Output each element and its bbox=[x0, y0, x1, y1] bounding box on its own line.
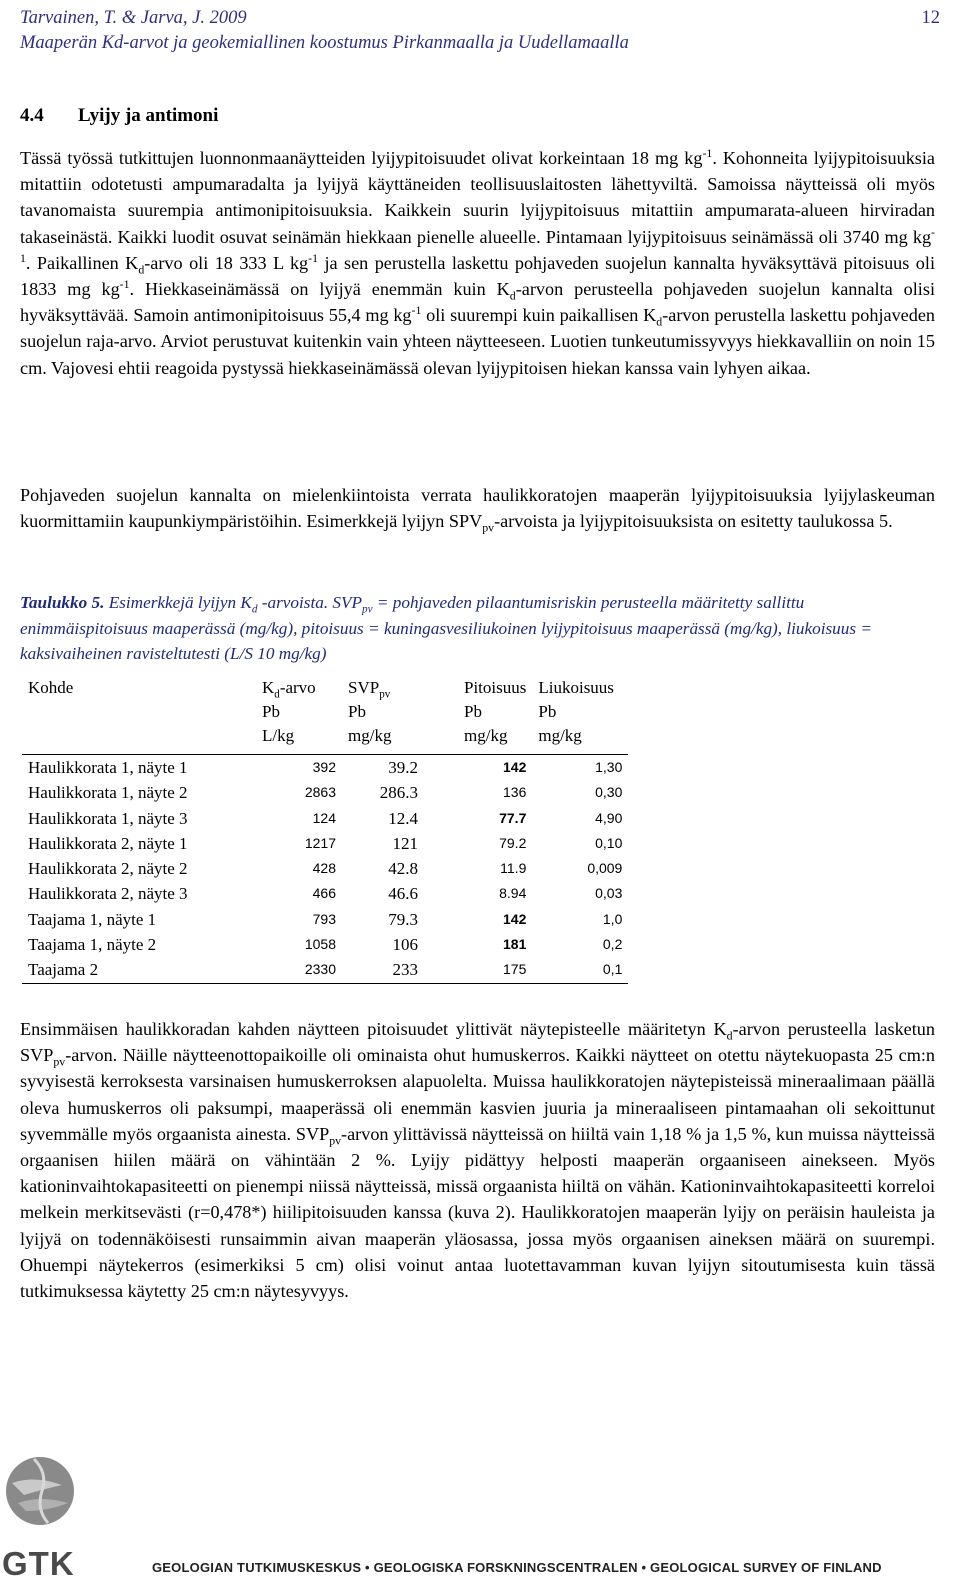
header-label: Pb bbox=[464, 702, 482, 721]
table-caption bbox=[20, 590, 935, 667]
table-row bbox=[22, 780, 628, 805]
cell-liukoisuus: 0,009 bbox=[587, 860, 623, 877]
text-run: oli suurempi kuin paikallisen K bbox=[421, 305, 657, 326]
page-number: 12 bbox=[921, 8, 940, 28]
cell-svp: 121 bbox=[392, 833, 418, 853]
cell-pitoisuus: 142 bbox=[503, 759, 527, 775]
header-label: Pb bbox=[348, 702, 366, 721]
subscript: d bbox=[274, 688, 280, 701]
cell-kohde: Taajama 1, näyte 2 bbox=[28, 935, 157, 955]
section-title: Lyijy ja antimoni bbox=[78, 105, 219, 126]
section-number: 4.4 bbox=[20, 105, 44, 126]
subscript: d bbox=[509, 288, 516, 303]
subscript: pv bbox=[362, 603, 373, 616]
cell-pitoisuus: 175 bbox=[503, 961, 527, 978]
text-run: . Paikallinen K bbox=[25, 252, 139, 273]
subscript: d bbox=[656, 314, 663, 329]
text-run: Tässä työssä tutkittujen luonnonmaanäytteiden lyijypitoisuudet olivat korkeintaan 18 mg kg bbox=[20, 148, 703, 168]
header-unit: mg/kg bbox=[538, 726, 582, 745]
text-run: = pohjaveden pilaantumisriskin perusteella määritetty sallittu enimmäispitoisuus maaperässä (mg/kg), pitoisuus = kuningasvesiliukoinen lyijypitoisuus maaperässä (mg/kg), liukoisuus = kaksivaiheinen ravisteltutesti (L/S 10 mg/kg) bbox=[20, 593, 872, 663]
cell-kd: 793 bbox=[312, 910, 336, 927]
text-run: . Hiekkaseinämässä on lyijyä enemmän kuin K bbox=[129, 279, 510, 300]
cell-kohde: Haulikkorata 2, näyte 1 bbox=[28, 833, 188, 853]
text-run: . Kohonneita lyijypitoisuuksia mitattiin odotetusti ampumaradalta ja lyijyä käyttäneiden teollisuuslaitosten lähettyviltä. Samoissa näytteissä oli myös tavanomaista suurempia antimonipitoisuuksia. Kaikkein suurin lyijypitoisuus mitattiin ampumarata-alueen hirviradan takaseinästä. Kaikki luodit osuvat seinämän hiekkaan pienelle alueelle. Pintamaan lyijypitoisuus seinämässä oli 3740 mg kg bbox=[20, 148, 935, 247]
gtk-logo-text: GTK bbox=[2, 1545, 75, 1582]
cell-kohde: Haulikkorata 2, näyte 2 bbox=[28, 859, 188, 879]
table-row bbox=[22, 957, 628, 983]
text-run: -arvon perustella laskettu pohjaveden suojelun raja-arvo. Arviot perustuvat kuitenkin vain yhteen näytteeseen. Luotien tunkeutumissyvyys hiekkavalliin on noin 15 cm. Vajovesi ehtii reagoida pystyssä hiekkaseinämässä olevan lyijypitoisen hiekan kanssa vain lyhyen aikaa. bbox=[20, 305, 935, 378]
table-row bbox=[22, 907, 628, 932]
header-kd bbox=[256, 676, 342, 755]
subscript: d bbox=[251, 603, 258, 616]
cell-kohde: Haulikkorata 2, näyte 3 bbox=[28, 884, 188, 904]
text-run: Ensimmäisen haulikkoradan kahden näytteen pitoisuudet ylittivät näytepisteelle määritetyn K bbox=[20, 1019, 727, 1039]
table-row bbox=[22, 881, 628, 906]
table-row bbox=[22, 856, 628, 881]
table-row bbox=[22, 831, 628, 856]
cell-pitoisuus: 79.2 bbox=[499, 834, 527, 851]
cell-kd: 124 bbox=[312, 809, 336, 826]
text-run: -arvon ylittävissä näytteissä on hiiltä vain 1,18 % ja 1,5 %, kun muissa näytteissä orgaanisen hiilen määrä on vähintään 2 %. Lyijy pidättyy helposti maaperän orgaaniseen ainekseen. Myös kationinvaihtokapasiteetti on pienempi niissä näytteissä, missä orgaanista hiiltä on vähän. Kationinvaihtokapasiteetti korreloi melkein merkitsevästi (r=0,478*) hiilipitoisuuden kanssa (kuva 2). Haulikkoratojen maaperän lyijy on peräisin hauleista ja lyijyä on todennäköisesti runsaimmin aivan maaperän yläosassa, jossa myös orgaanisen aineksen määrä on suurempi. Ohuempi näytekerros (esimerkiksi 5 cm) olisi voinut antaa luotettavamman kuvan lyijyn sitoutumisesta kuin tässä tutkimuksessa käytetty 25 cm:n näytesyvyys. bbox=[20, 1123, 935, 1302]
cell-svp: 233 bbox=[392, 960, 418, 980]
header-unit: mg/kg bbox=[464, 726, 508, 745]
cell-pitoisuus: 136 bbox=[503, 784, 527, 801]
header-label: Pitoisuus bbox=[464, 678, 527, 697]
cell-kd: 1217 bbox=[304, 834, 336, 851]
cell-pitoisuus: 8.94 bbox=[499, 885, 527, 902]
header-label: Pb bbox=[538, 702, 557, 721]
text-run: ja sen perustella laskettu pohjaveden suojelun kannalta hyväksyttävä pitoisuus oli 1833 mg kg bbox=[20, 252, 936, 300]
cell-svp: 46.6 bbox=[388, 884, 418, 904]
header-label: -arvo bbox=[279, 678, 316, 697]
cell-pitoisuus: 181 bbox=[503, 936, 527, 953]
subscript: d bbox=[726, 1028, 733, 1043]
cell-kd: 466 bbox=[312, 885, 336, 902]
cell-kd: 1058 bbox=[304, 936, 336, 953]
header-report-title: Maaperän Kd-arvot ja geokemiallinen koostumus Pirkanmaalla ja Uudellamaalla bbox=[20, 33, 629, 53]
text-run: -arvon perusteella lasketun SVP bbox=[20, 1019, 935, 1066]
text-run: -arvo oli 18 333 L kg bbox=[144, 252, 309, 273]
cell-svp: 79.3 bbox=[388, 909, 418, 929]
cell-kd: 392 bbox=[312, 759, 336, 775]
header-kohde bbox=[22, 676, 256, 755]
header-liukoisuus bbox=[532, 676, 628, 755]
header-label: Kohde bbox=[28, 678, 74, 697]
table-body bbox=[22, 755, 628, 984]
text-run: Pohjaveden suojelun kannalta on mielenkiintoista verrata haulikkoratojen maaperän lyijypitoisuuksia lyijylaskeuman kuormittamiin kaupunkiympäristöihin. Esimerkkejä lyijyn SPV bbox=[20, 485, 935, 532]
cell-svp: 106 bbox=[392, 935, 418, 955]
header-authors: Tarvainen, T. & Jarva, J. 2009 bbox=[20, 8, 247, 28]
header-label: SVP bbox=[348, 678, 380, 697]
cell-kd: 428 bbox=[312, 860, 336, 877]
header-label: Pb bbox=[262, 702, 280, 721]
cell-liukoisuus: 0,30 bbox=[595, 784, 623, 801]
table-row bbox=[22, 932, 628, 957]
text-run: -arvoista ja lyijypitoisuuksista on esitetty taulukossa 5. bbox=[494, 511, 893, 532]
header-pitoisuus bbox=[458, 676, 532, 755]
lead-kd-table bbox=[22, 676, 628, 984]
paragraph-groundwater-comparison bbox=[20, 482, 935, 534]
subscript: pv bbox=[379, 688, 391, 701]
page-header bbox=[20, 6, 940, 56]
cell-kohde: Taajama 1, näyte 1 bbox=[28, 909, 157, 929]
subscript: pv bbox=[329, 1133, 342, 1148]
text-run: -arvon. Näille näytteenottopaikoille oli ominaista ohut humuskerros. Kaikki näytteet on otettu näytekuopasta 25 cm:n syvyisestä kerroksesta varsinaisen humuskerroksen alapuolelta. Muissa haulikkoratojen näytepisteissä mineraalimaan päällä oleva humuskerros oli paksumpi, maaperässä oli enemmän kasvien juuria ja mineraaliseen pintamaahan oli sekoittunut syvemmälle myös orgaanista ainesta. SVP bbox=[20, 1045, 935, 1144]
cell-liukoisuus: 0,2 bbox=[602, 936, 623, 953]
cell-liukoisuus: 0,1 bbox=[602, 961, 623, 978]
cell-liukoisuus: 4,90 bbox=[595, 809, 623, 826]
page-footer bbox=[0, 1455, 960, 1583]
subscript: d bbox=[138, 262, 145, 277]
cell-kohde: Haulikkorata 1, näyte 2 bbox=[28, 783, 188, 803]
text-run: Esimerkkejä lyijyn K bbox=[104, 593, 252, 612]
superscript: -1 bbox=[702, 145, 713, 160]
header-svp bbox=[342, 676, 458, 755]
cell-pitoisuus: 142 bbox=[503, 910, 527, 927]
paragraph-lead-antimony bbox=[20, 145, 935, 381]
paragraph-shooting-range-discussion bbox=[20, 1016, 935, 1304]
subscript: pv bbox=[482, 520, 495, 535]
cell-kohde: Haulikkorata 1, näyte 1 bbox=[28, 758, 188, 777]
superscript: -1 bbox=[308, 250, 318, 265]
cell-liukoisuus: 1,0 bbox=[602, 910, 623, 927]
cell-kohde: Haulikkorata 1, näyte 3 bbox=[28, 808, 188, 828]
gtk-globe-logo-icon bbox=[4, 1455, 76, 1527]
cell-kohde: Taajama 2 bbox=[28, 960, 99, 980]
footer-institutions: GEOLOGIAN TUTKIMUSKESKUS • GEOLOGISKA FORSKNINGSCENTRALEN • GEOLOGICAL SURVEY OF FINLAND bbox=[152, 1560, 882, 1575]
cell-pitoisuus: 77.7 bbox=[499, 809, 527, 826]
cell-svp: 12.4 bbox=[388, 808, 418, 828]
cell-pitoisuus: 11.9 bbox=[500, 860, 527, 877]
cell-kd: 2330 bbox=[304, 961, 336, 978]
cell-svp: 286.3 bbox=[379, 783, 418, 803]
cell-liukoisuus: 0,10 bbox=[595, 834, 623, 851]
cell-kd: 2863 bbox=[304, 784, 336, 801]
header-label: K bbox=[262, 678, 275, 697]
header-unit: L/kg bbox=[262, 726, 295, 745]
table-row bbox=[22, 755, 628, 781]
superscript: -1 bbox=[20, 224, 935, 265]
header-label: Liukoisuus bbox=[538, 678, 614, 697]
superscript: -1 bbox=[411, 303, 422, 318]
cell-svp: 39.2 bbox=[388, 758, 418, 777]
cell-svp: 42.8 bbox=[388, 859, 418, 879]
subscript: pv bbox=[53, 1054, 66, 1069]
text-run: -arvon perusteella pohjaveden suojelun kannalta olisi hyväksyttävää. Samoin antimonipitoisuus 55,4 mg kg bbox=[20, 279, 935, 326]
table-header-row bbox=[22, 676, 628, 755]
section-heading bbox=[20, 105, 218, 127]
table-row bbox=[22, 806, 628, 831]
text-run: -arvoista. SVP bbox=[257, 593, 363, 612]
superscript: -1 bbox=[119, 276, 130, 291]
cell-liukoisuus: 1,30 bbox=[595, 759, 623, 775]
header-unit: mg/kg bbox=[348, 726, 392, 745]
cell-liukoisuus: 0,03 bbox=[595, 885, 623, 902]
caption-label: Taulukko 5. bbox=[20, 593, 105, 612]
